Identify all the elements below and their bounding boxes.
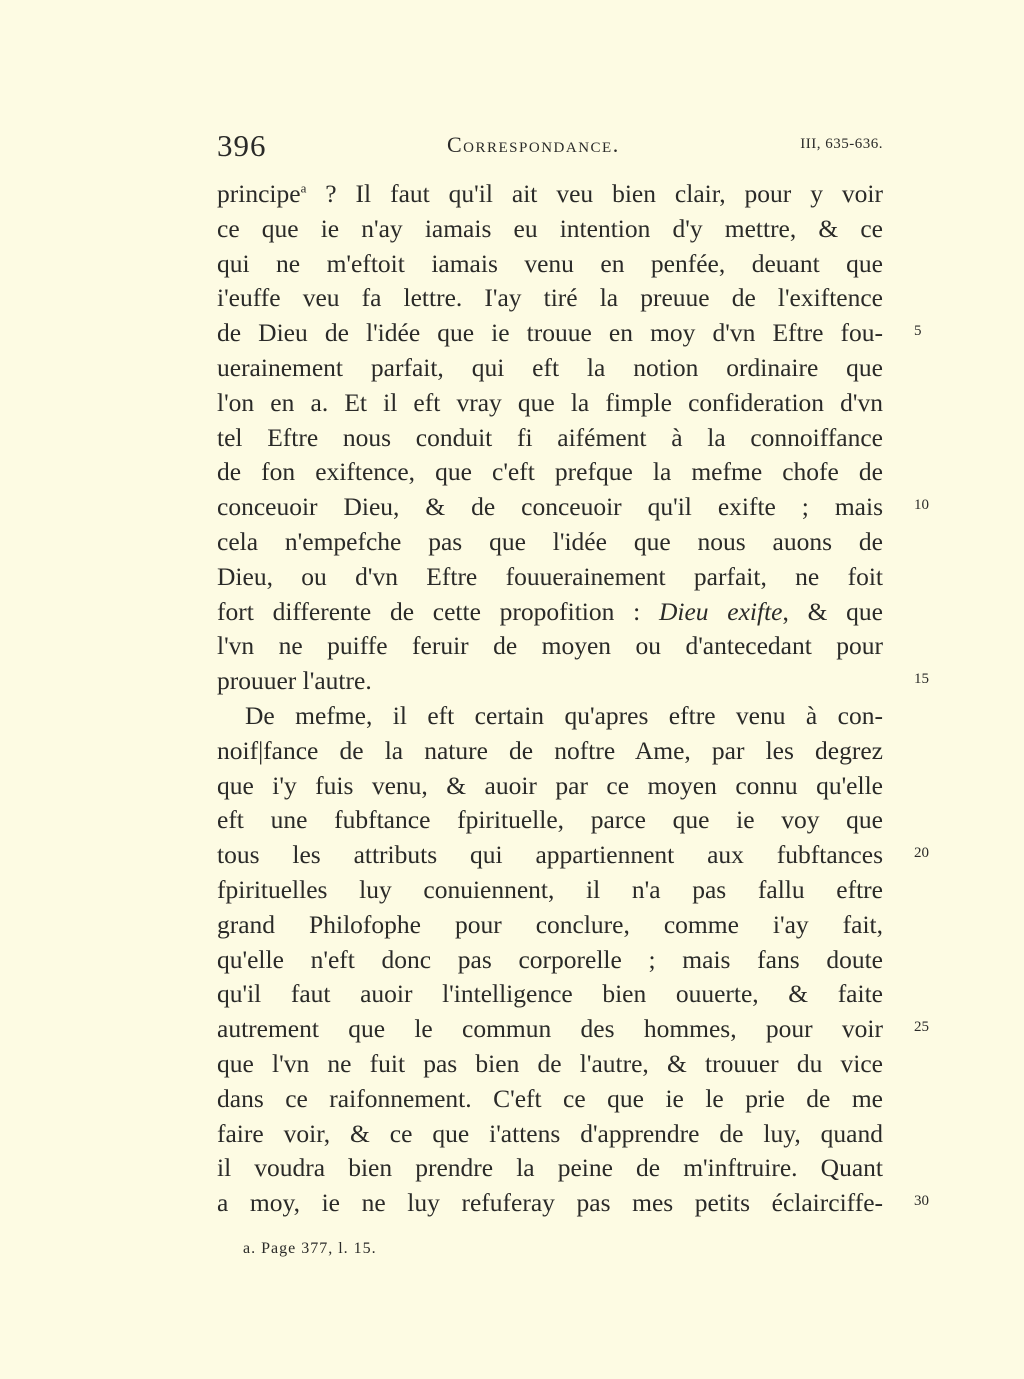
text-line: qui ne m'eftoit iamais venu en penfée, deuant que [217, 248, 883, 278]
text-line: cela n'empefche pas que l'idée que nous auons de [217, 526, 883, 556]
text-line: ce que ie n'ay iamais eu intention d'y mettre, & ce [217, 213, 883, 243]
footnote-marker: a [300, 180, 307, 196]
text-line: il voudra bien prendre la peine de m'inftruire. Quant [217, 1153, 883, 1183]
text-line: principe$^a$ ? Il faut qu'il ait veu bien clair, pour y voir [217, 179, 883, 208]
text-line: autrement que le commun des hommes, pour voir [217, 1014, 883, 1044]
line-number: 30 [914, 1193, 929, 1209]
text-line: qu'il faut auoir l'intelligence bien ouuerte, & faite [217, 979, 883, 1009]
text-line: que i'y fuis venu, & auoir par ce moyen connu qu'elle [217, 770, 883, 800]
text-line: Dieu, ou d'vn Eftre fouuerainement parfait, ne foit [217, 561, 883, 591]
text-line: tel Eftre nous conduit fi aifément à la connoiffance [217, 422, 883, 452]
line-number: 5 [914, 323, 922, 339]
line-number: 10 [914, 497, 929, 513]
text-line: de Dieu de l'idée que ie trouue en moy d'vn Eftre fou- [217, 318, 883, 348]
text-line: uerainement parfait, qui eft la notion ordinaire que [217, 352, 883, 382]
text-line: noif|fance de la nature de noftre Ame, par les degrez [217, 735, 883, 765]
text-line: fort differente de cette propofition : Dieu exifte, & que [217, 596, 884, 626]
running-head: Correspondance. [447, 132, 620, 157]
line-number: 15 [914, 671, 929, 687]
page-number: 396 [217, 128, 267, 163]
text-line: conceuoir Dieu, & de conceuoir qu'il exifte ; mais [217, 492, 883, 522]
text-line: a moy, ie ne luy refuferay pas mes petits éclairciffe- [217, 1188, 883, 1218]
section-reference: III, 635-636. [800, 136, 883, 152]
line-number: 25 [914, 1019, 929, 1035]
body-text [217, 177, 883, 1221]
text-line: eft une fubftance fpirituelle, parce que ie voy que [217, 805, 883, 835]
text-line: l'vn ne puiffe feruir de moyen ou d'antecedant pour [217, 631, 883, 661]
text-line: fpirituelles luy conuiennent, il n'a pas fallu eftre [217, 874, 883, 904]
text-line: de fon exiftence, que c'eft prefque la mefme chofe de [217, 457, 883, 487]
text-line: dans ce raifonnement. C'eft ce que ie le prie de me [217, 1083, 883, 1113]
footnote: a. Page 377, l. 15. [243, 1240, 377, 1257]
text-line: l'on en a. Et il eft vray que la fimple confideration d'vn [217, 387, 883, 417]
italic-phrase: Dieu exifte [658, 596, 783, 626]
text-line: faire voir, & ce que i'attens d'apprendre de luy, quand [217, 1118, 883, 1148]
page-header [217, 128, 883, 162]
line-number: 20 [914, 845, 929, 861]
text-line: prouuer l'autre. [217, 666, 372, 696]
text-line: que l'vn ne fuit pas bien de l'autre, & trouuer du vice [217, 1048, 883, 1078]
text-line: grand Philofophe pour conclure, comme i'ay fait, [217, 909, 883, 939]
text-line: i'euffe veu fa lettre. I'ay tiré la preuue de l'exiftence [217, 283, 883, 313]
text-line: De mefme, il eft certain qu'apres eftre venu à con- [245, 700, 883, 730]
text-line: tous les attributs qui appartiennent aux fubftances [217, 840, 883, 870]
text-line: qu'elle n'eft donc pas corporelle ; mais fans doute [217, 944, 883, 974]
